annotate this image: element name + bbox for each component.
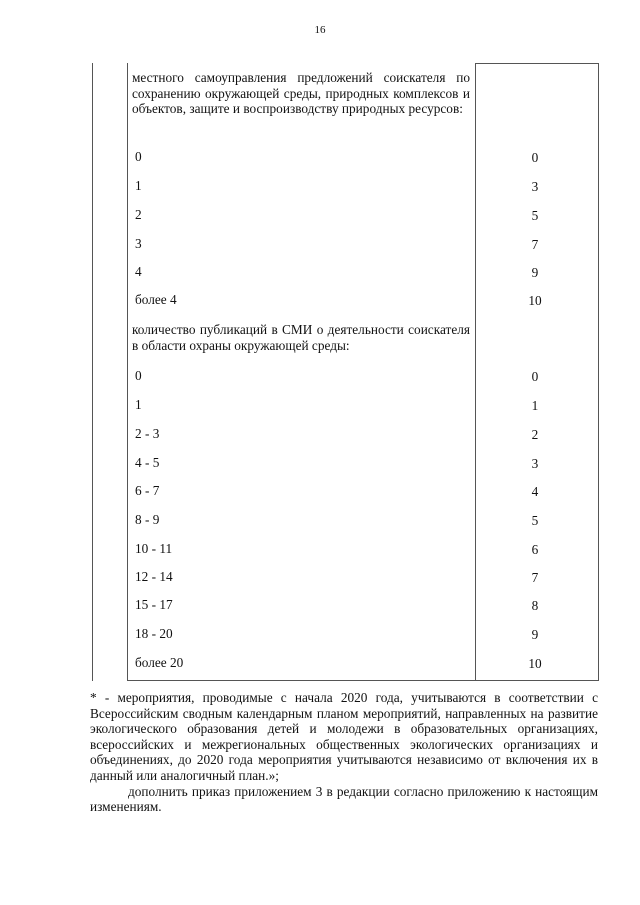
table-row-label: 8 - 9 bbox=[135, 512, 160, 527]
table-row-label: 1 bbox=[135, 397, 142, 412]
table-border-middle bbox=[475, 63, 476, 681]
footnote-block bbox=[90, 690, 598, 815]
criterion-text: количество публикаций в СМИ о деятельности соискателя в области охраны окружающей среды: bbox=[132, 322, 470, 353]
table-row-label: 1 bbox=[135, 178, 142, 193]
table-row-points: 10 bbox=[528, 656, 542, 671]
table-border-top-right bbox=[475, 63, 598, 64]
table-row-label: 2 - 3 bbox=[135, 426, 160, 441]
table-border-right bbox=[598, 63, 599, 681]
table-row-points: 2 bbox=[531, 427, 539, 442]
table-row-label: 2 bbox=[135, 207, 142, 222]
table-row-points: 9 bbox=[531, 627, 539, 642]
table-row-label: 4 - 5 bbox=[135, 455, 160, 470]
table-row-label: 0 bbox=[135, 368, 142, 383]
amendment-text: дополнить приказ приложением 3 в редакции согласно приложению к настоящим изменениям. bbox=[90, 783, 598, 815]
table-row-label: 15 - 17 bbox=[135, 597, 173, 612]
table-row-points: 4 bbox=[531, 484, 539, 499]
table-row-points: 7 bbox=[531, 570, 539, 585]
table-row-label: 3 bbox=[135, 236, 142, 251]
table-row-points: 0 bbox=[531, 150, 539, 165]
page-number: 16 bbox=[314, 24, 326, 36]
table-row-points: 1 bbox=[531, 398, 539, 413]
table-border-bottom bbox=[127, 680, 598, 681]
table-row-points: 10 bbox=[528, 293, 542, 308]
table-row-points: 6 bbox=[531, 542, 539, 557]
criterion-text: местного самоуправления предложений соискателя по сохранению окружающей среды, природных комплексов и объектов, защите и воспроизводству природных ресурсов: bbox=[132, 70, 470, 116]
table-row-label: 12 - 14 bbox=[135, 569, 173, 584]
table-row-points: 9 bbox=[531, 265, 539, 280]
table-border-left bbox=[92, 63, 93, 681]
table-row-label: 18 - 20 bbox=[135, 626, 173, 641]
table-row-points: 5 bbox=[531, 513, 539, 528]
table-row-label: более 4 bbox=[135, 292, 177, 307]
table-row-points: 3 bbox=[531, 179, 539, 194]
table-row-label: 4 bbox=[135, 264, 142, 279]
table-row-points: 5 bbox=[531, 208, 539, 223]
table-row-label: 10 - 11 bbox=[135, 541, 173, 556]
footnote-text: * - мероприятия, проводимые с начала 2020 года, учитываются в соответствии с Всероссийским сводным календарным планом мероприятий, направленных на развитие экологического образования детей и молодежи в образовательных организациях, всероссийских и межрегиональных общественных экологических организациях и объединениях, до 2020 года мероприятия учитываются независимо от включения их в данный или аналогичный план.»; bbox=[90, 690, 598, 783]
table-row-label: более 20 bbox=[135, 655, 184, 670]
table-row-label: 0 bbox=[135, 149, 142, 164]
table-row-points: 0 bbox=[531, 369, 539, 384]
table-border-inner bbox=[127, 63, 128, 681]
table-row-points: 8 bbox=[531, 598, 539, 613]
table-row-label: 6 - 7 bbox=[135, 483, 160, 498]
table-row-points: 7 bbox=[531, 237, 539, 252]
table-row-points: 3 bbox=[531, 456, 539, 471]
